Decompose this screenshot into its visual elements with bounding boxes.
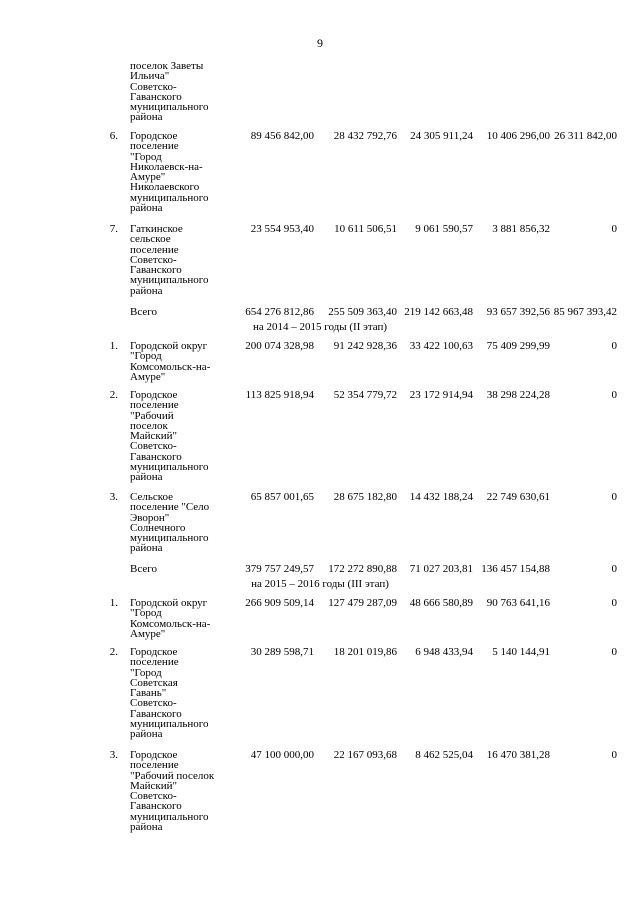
row-number: 2. <box>109 389 118 401</box>
cell-total: 113 825 918,94 <box>245 389 314 401</box>
cell-total: 266 909 509,14 <box>245 597 314 609</box>
page-number: 9 <box>317 36 323 50</box>
cell-value: 22 749 630,61 <box>486 491 550 503</box>
cell-value: 127 479 287,09 <box>328 597 397 609</box>
row-name: поселок Заветы Ильича" Советско- Гаванского муниципального района <box>130 60 209 124</box>
row-number: 1. <box>109 597 118 609</box>
cell-value: 219 142 663,48 <box>404 306 473 318</box>
cell-total: 23 554 953,40 <box>250 223 314 235</box>
cell-value: 10 406 296,00 <box>486 130 550 142</box>
cell-value: 90 763 641,16 <box>486 597 550 609</box>
row-name: Гаткинское сельское поселение Советско- Гаванского муниципального района <box>130 223 209 297</box>
cell-value: 24 305 911,24 <box>410 130 473 142</box>
cell-value: 33 422 100,63 <box>409 340 473 352</box>
row-name: Городское поселение "Город Советская Гавань" Советско- Гаванского муниципального района <box>130 646 209 741</box>
cell-value: 136 457 154,88 <box>481 563 550 575</box>
row-number: 3. <box>109 491 118 503</box>
cell-value: 0 <box>611 340 617 352</box>
row-name: Городское поселение "Рабочий поселок Майский" Советско- Гаванского муниципального района <box>130 749 215 834</box>
cell-value: 5 140 144,91 <box>492 646 550 658</box>
cell-value: 8 462 525,04 <box>415 749 473 761</box>
row-number: 7. <box>109 223 118 235</box>
cell-value: 0 <box>611 491 617 503</box>
cell-value: 28 675 182,80 <box>333 491 397 503</box>
cell-value: 0 <box>611 389 617 401</box>
cell-value: 172 272 890,88 <box>328 563 397 575</box>
stage-heading: на 2014 – 2015 годы (II этап) <box>252 321 388 333</box>
cell-value: 9 061 590,57 <box>415 223 473 235</box>
cell-value: 71 027 203,81 <box>409 563 473 575</box>
cell-value: 26 311 842,00 <box>554 130 617 142</box>
cell-value: 10 611 506,51 <box>334 223 397 235</box>
cell-total: 47 100 000,00 <box>250 749 314 761</box>
cell-value: 0 <box>611 563 617 575</box>
cell-total: 30 289 598,71 <box>250 646 314 658</box>
stage-heading: на 2015 – 2016 годы (III этап) <box>251 578 389 590</box>
cell-value: 38 298 224,28 <box>486 389 550 401</box>
row-number: 2. <box>109 646 118 658</box>
cell-total: 654 276 812,86 <box>245 306 314 318</box>
cell-total: 379 757 249,57 <box>245 563 314 575</box>
row-number: 1. <box>109 340 118 352</box>
row-name: Городской округ "Город Комсомольск-на- Амуре" <box>130 340 211 383</box>
cell-value: 22 167 093,68 <box>333 749 397 761</box>
cell-total: 65 857 001,65 <box>250 491 314 503</box>
cell-value: 6 948 433,94 <box>415 646 473 658</box>
cell-total: 89 456 842,00 <box>250 130 314 142</box>
cell-value: 16 470 381,28 <box>486 749 550 761</box>
cell-value: 0 <box>611 749 617 761</box>
cell-value: 14 432 188,24 <box>409 491 473 503</box>
total-label: Всего <box>130 306 157 318</box>
cell-total: 200 074 328,98 <box>245 340 314 352</box>
total-label: Всего <box>130 563 157 575</box>
row-name: Сельское поселение "Село Эворон" Солнечного муниципального района <box>130 491 210 555</box>
cell-value: 91 242 928,36 <box>333 340 397 352</box>
cell-value: 75 409 299,99 <box>486 340 550 352</box>
row-number: 6. <box>109 130 118 142</box>
cell-value: 255 509 363,40 <box>328 306 397 318</box>
row-name: Городское поселение "Рабочий поселок Майский" Советско- Гаванского муниципального района <box>130 389 209 484</box>
cell-value: 93 657 392,56 <box>486 306 550 318</box>
cell-value: 3 881 856,32 <box>492 223 550 235</box>
cell-value: 18 201 019,86 <box>333 646 397 658</box>
cell-value: 23 172 914,94 <box>409 389 473 401</box>
row-number: 3. <box>109 749 118 761</box>
row-name: Городской округ "Город Комсомольск-на- Амуре" <box>130 597 211 640</box>
cell-value: 0 <box>611 597 617 609</box>
cell-value: 52 354 779,72 <box>333 389 397 401</box>
row-name: Городское поселение "Город Николаевск-на- Амуре" Николаевского муниципального района <box>130 130 209 215</box>
cell-value: 28 432 792,76 <box>333 130 397 142</box>
cell-value: 85 967 393,42 <box>553 306 617 318</box>
cell-value: 0 <box>611 646 617 658</box>
cell-value: 0 <box>611 223 617 235</box>
cell-value: 48 666 580,89 <box>409 597 473 609</box>
